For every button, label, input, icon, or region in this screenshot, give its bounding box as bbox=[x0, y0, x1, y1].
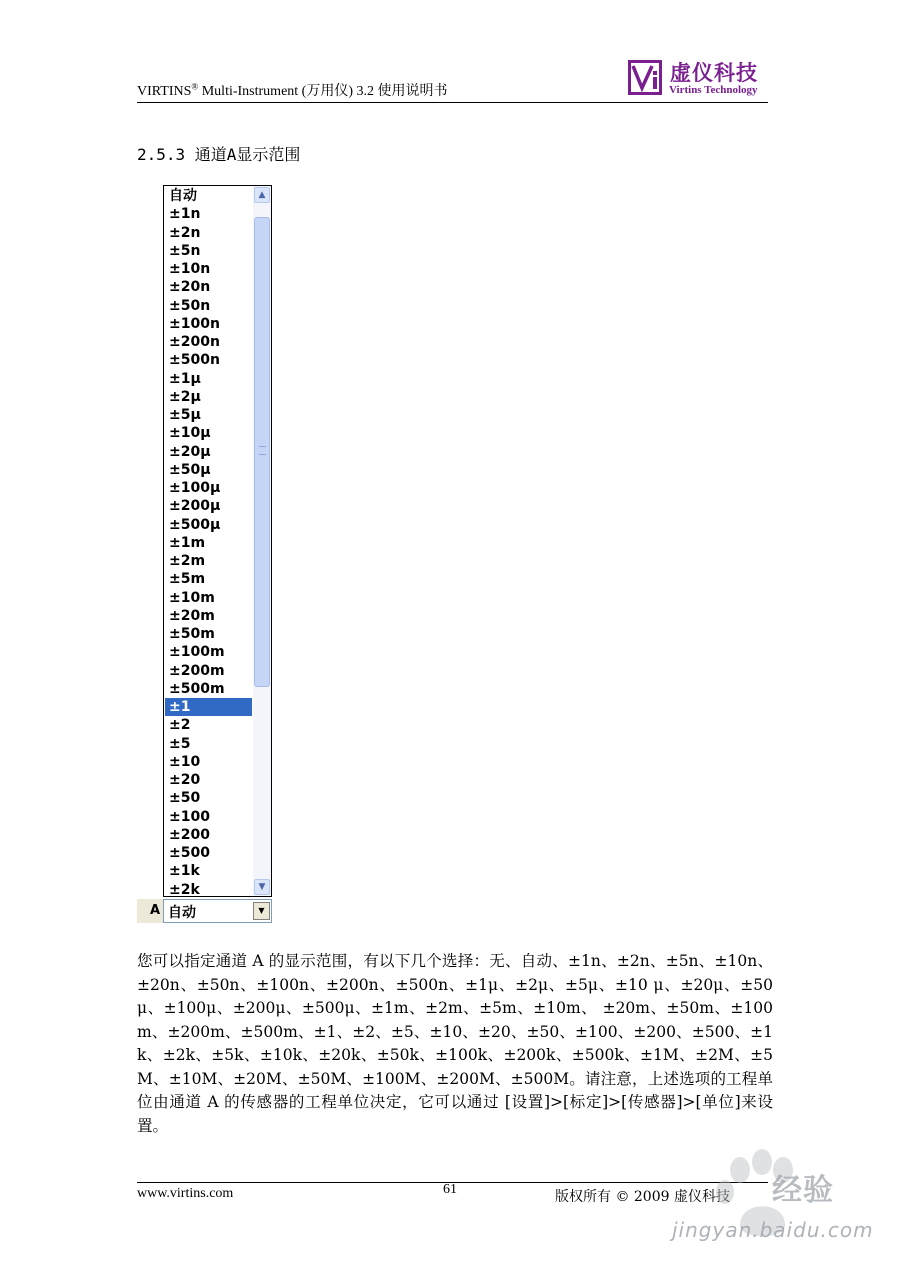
list-item[interactable]: ±50n bbox=[169, 297, 211, 314]
display-range-combobox[interactable] bbox=[163, 899, 272, 923]
list-item[interactable]: ±5 bbox=[169, 735, 191, 752]
list-item[interactable]: ±10 bbox=[169, 753, 201, 770]
grip-icon bbox=[259, 446, 266, 455]
list-item[interactable]: ±200n bbox=[169, 334, 220, 350]
document-header-title bbox=[137, 80, 448, 100]
watermark-brand: 经验 bbox=[772, 1173, 834, 1208]
list-item[interactable]: ±2 bbox=[169, 717, 191, 734]
vertical-scrollbar[interactable] bbox=[253, 186, 271, 896]
list-item[interactable]: ±20n bbox=[169, 279, 211, 296]
body-paragraph: 您可以指定通道 A 的显示范围，有以下几个选择：无、自动、±1n、±2n、±5n、±10n、±20n、±50n、±100n、±200n、±500n、±1μ、±2μ、±5μ、±10 μ、±20μ、±50μ、±100μ、±200μ、±500μ、±1m、±2m、±5m、±10m、 ±20m、±50m、±100m、±200m、±500m、±1、±2、±5、±10、±20、±50、±100、±200、±500、±1k、±2k、±5k、±10k、±20k、±50k、±100k、±200k、±500k、±1M、±2M、±5M、±10M、±20M、±50M、±100M、±200M、±500M。请注意，上述选项的工程单位由通道 A 的传感器的工程单位决定，它可以通过 [设置]>[标定]>[传感器]>[单位]来设置。 bbox=[137, 952, 773, 1135]
list-item[interactable]: ±100 bbox=[169, 808, 210, 825]
section-heading: 2.5.3 通道A显示范围 bbox=[137, 145, 301, 164]
list-item[interactable]: ±20m bbox=[169, 607, 215, 624]
baidu-paw-watermark-icon bbox=[640, 1140, 900, 1270]
list-item[interactable]: ±200μ bbox=[169, 498, 221, 515]
list-item[interactable]: ±2k bbox=[169, 881, 200, 897]
list-item[interactable]: ±5μ bbox=[169, 407, 201, 423]
watermark-url: jingyan.baidu.com bbox=[672, 1218, 874, 1242]
list-item[interactable]: ±100μ bbox=[169, 480, 221, 496]
combo-selected-value: 自动 bbox=[168, 905, 196, 921]
list-item[interactable]: ±10μ bbox=[169, 425, 211, 442]
list-item[interactable]: ±100m bbox=[169, 644, 225, 661]
list-item[interactable]: ±20μ bbox=[169, 443, 211, 460]
logo-english-name: Virtins Technology bbox=[669, 84, 758, 96]
list-item[interactable]: ±1μ bbox=[169, 370, 201, 387]
header-brand: VIRTINS bbox=[137, 84, 192, 99]
display-range-dropdown-list[interactable] bbox=[163, 185, 272, 897]
list-item[interactable]: ±10n bbox=[169, 261, 211, 277]
list-item[interactable]: ±1k bbox=[169, 863, 200, 880]
list-item[interactable]: ±10m bbox=[169, 589, 215, 606]
list-item[interactable]: ±500 bbox=[169, 845, 210, 861]
chevron-up-icon[interactable]: ▲ bbox=[254, 187, 270, 203]
list-item[interactable]: ±2m bbox=[169, 553, 206, 569]
list-item[interactable]: ±500n bbox=[169, 352, 220, 369]
page-number: 61 bbox=[443, 1182, 457, 1197]
list-item[interactable]: ±2μ bbox=[169, 388, 201, 405]
list-item[interactable]: ±5m bbox=[169, 571, 206, 588]
list-item[interactable]: ±1 bbox=[165, 698, 252, 716]
list-item[interactable]: ±2n bbox=[169, 224, 201, 241]
list-item[interactable]: 自动 bbox=[169, 188, 197, 204]
channel-a-label: A bbox=[137, 899, 163, 923]
footer-copyright: 版权所有 © 2009 虚仪科技 bbox=[555, 1189, 730, 1205]
list-item[interactable]: ±500μ bbox=[169, 516, 221, 533]
registered-mark: ® bbox=[191, 81, 199, 92]
list-item[interactable]: ±200 bbox=[169, 826, 210, 843]
dropdown-arrow-icon[interactable]: ▼ bbox=[253, 902, 270, 920]
list-item[interactable]: ±1m bbox=[169, 534, 206, 551]
scrollbar-thumb[interactable] bbox=[254, 217, 270, 687]
list-item[interactable]: ±100n bbox=[169, 315, 220, 332]
chevron-down-icon[interactable]: ▼ bbox=[254, 879, 270, 895]
list-item[interactable]: ±5n bbox=[169, 242, 201, 259]
list-item[interactable]: ±50 bbox=[169, 790, 201, 807]
list-item[interactable]: ±20 bbox=[169, 772, 201, 788]
header-divider bbox=[137, 102, 768, 103]
list-item[interactable]: ±50m bbox=[169, 626, 215, 642]
range-options bbox=[165, 187, 252, 897]
list-item[interactable]: ±500m bbox=[169, 680, 225, 697]
footer-website: www.virtins.com bbox=[137, 1186, 234, 1201]
list-item[interactable]: ±50μ bbox=[169, 461, 211, 478]
list-item[interactable]: ±200m bbox=[169, 662, 225, 679]
list-item[interactable]: ±1n bbox=[169, 206, 201, 223]
virtins-logo-icon bbox=[628, 60, 662, 95]
logo-chinese-name: 虚仪科技 bbox=[670, 61, 758, 85]
header-title-rest: Multi-Instrument (万用仪) 3.2 使用说明书 bbox=[198, 84, 448, 99]
